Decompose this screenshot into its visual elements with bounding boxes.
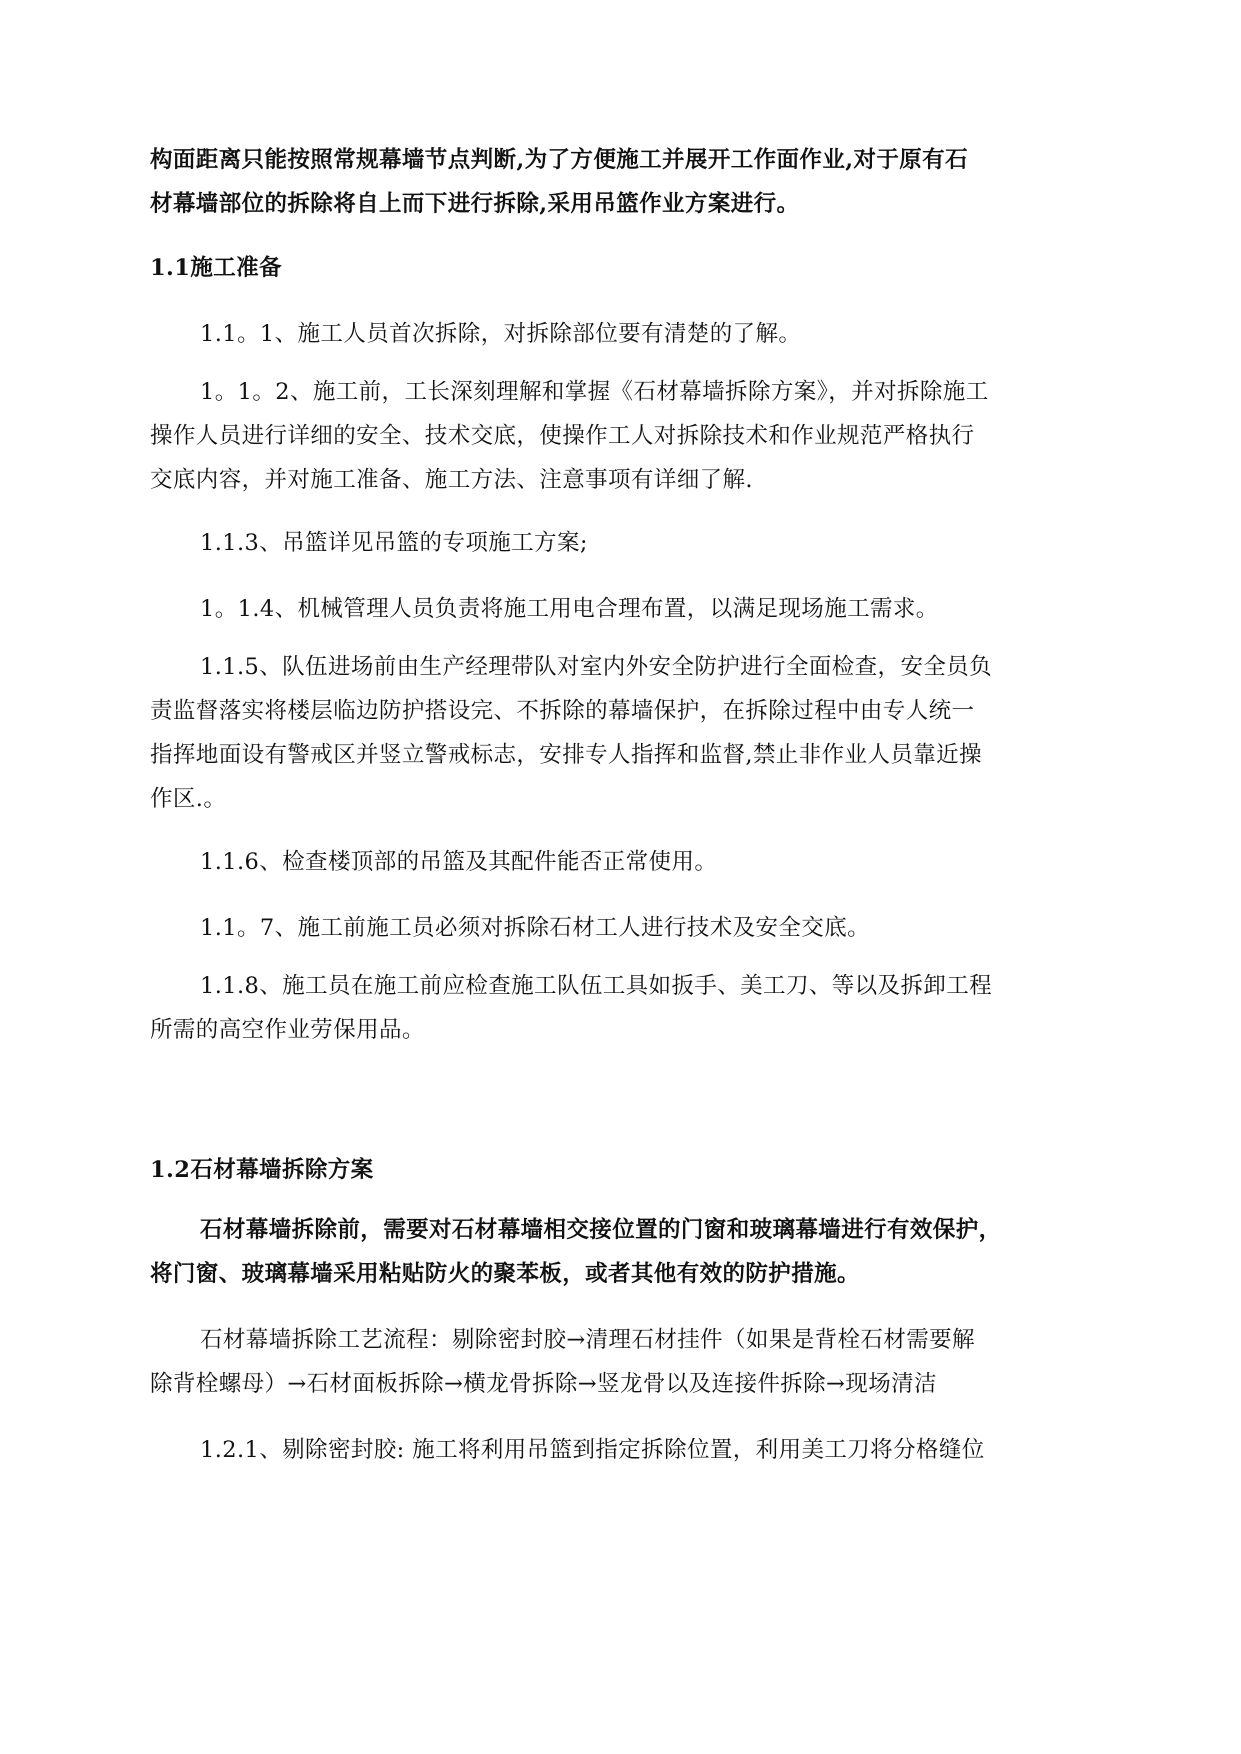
paragraph-line: 所需的高空作业劳保用品。 bbox=[150, 1017, 425, 1043]
paragraph-1-1-5 bbox=[150, 645, 1090, 821]
paragraph-1-2-1: 1.2.1、剔除密封胶: 施工将利用吊篮到指定拆除位置，利用美工刀将分格缝位 bbox=[200, 1437, 985, 1463]
paragraph-1-1-7: 1.1。7、施工前施工员必须对拆除石材工人进行技术及安全交底。 bbox=[200, 915, 870, 941]
paragraph-line: 1。1。2、施工前，工长深刻理解和掌握《石材幕墙拆除方案》，并对拆除施工 bbox=[200, 379, 989, 405]
paragraph-1-1-2 bbox=[150, 370, 1090, 502]
paragraph-line: 指挥地面设有警戒区并竖立警戒标志，安排专人指挥和监督,禁止非作业人员靠近操 bbox=[150, 742, 982, 768]
paragraph-line: 责监督落实将楼层临边防护搭设完、不拆除的幕墙保护，在拆除过程中由专人统一 bbox=[150, 698, 975, 724]
paragraph-line: 石材幕墙拆除工艺流程：剔除密封胶→清理石材挂件（如果是背栓石材需要解 bbox=[200, 1327, 975, 1353]
paragraph-line: 1.1.5、队伍进场前由生产经理带队对室内外安全防护进行全面检查，安全员负 bbox=[200, 654, 993, 680]
paragraph-line: 操作人员进行详细的安全、技术交底，使操作工人对拆除技术和作业规范严格执行 bbox=[150, 423, 975, 449]
paragraph-line: 将门窗、玻璃幕墙采用粘贴防火的聚苯板，或者其他有效的防护措施。 bbox=[150, 1261, 860, 1287]
section-heading-1-2: 1.2石材幕墙拆除方案 bbox=[150, 1157, 374, 1183]
process-paragraph bbox=[150, 1318, 1090, 1406]
paragraph-1-1-8 bbox=[150, 964, 1090, 1052]
intro-line: 材幕墙部位的拆除将自上而下进行拆除,采用吊篮作业方案进行。 bbox=[150, 191, 800, 217]
paragraph-1-1-6: 1.1.6、检查楼顶部的吊篮及其配件能否正常使用。 bbox=[200, 849, 718, 875]
intro-paragraph bbox=[150, 138, 1090, 226]
paragraph-line: 除背栓螺母）→石材面板拆除→横龙骨拆除→竖龙骨以及连接件拆除→现场清洁 bbox=[150, 1371, 937, 1397]
paragraph-line: 石材幕墙拆除前，需要对石材幕墙相交接位置的门窗和玻璃幕墙进行有效保护， bbox=[200, 1217, 1002, 1243]
protection-paragraph bbox=[150, 1208, 1090, 1296]
paragraph-1-1-1: 1.1。1、施工人员首次拆除，对拆除部位要有清楚的了解。 bbox=[200, 321, 802, 347]
paragraph-line: 1.1.8、施工员在施工前应检查施工队伍工具如扳手、美工刀、等以及拆卸工程 bbox=[200, 973, 993, 999]
document-page bbox=[150, 138, 1090, 1472]
paragraph-line: 交底内容，并对施工准备、施工方法、注意事项有详细了解. bbox=[150, 467, 753, 493]
paragraph-1-1-4: 1。1.4、机械管理人员负责将施工用电合理布置，以满足现场施工需求。 bbox=[200, 596, 939, 622]
paragraph-1-1-3: 1.1.3、吊篮详见吊篮的专项施工方案; bbox=[200, 530, 588, 556]
section-heading-1-1: 1.1施工准备 bbox=[150, 255, 282, 281]
paragraph-line: 作区.。 bbox=[150, 786, 227, 812]
intro-line: 构面距离只能按照常规幕墙节点判断,为了方便施工并展开工作面作业,对于原有石 bbox=[150, 147, 968, 173]
